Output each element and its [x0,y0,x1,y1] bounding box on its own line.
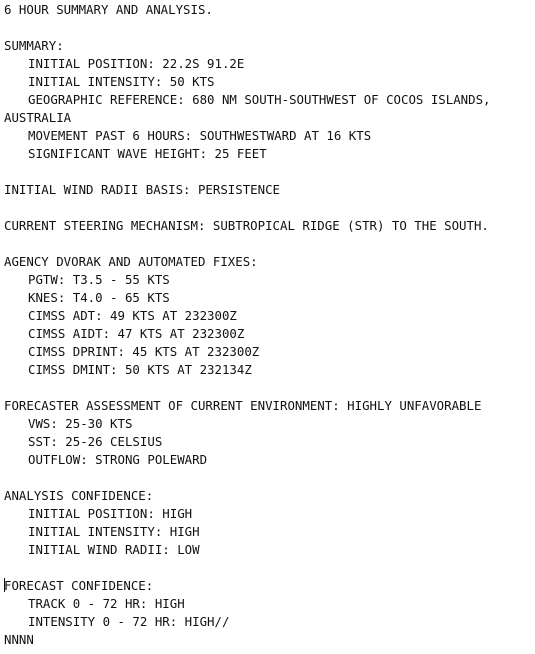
bulletin-text [4,0,534,649]
initial-position: INITIAL POSITION: 22.2S 91.2E [28,56,245,71]
geographic-reference-continued: AUSTRALIA [4,110,72,125]
environment-item: SST: 25-26 CELSIUS [28,434,163,449]
blank-line [4,559,534,577]
fix-item: KNES: T4.0 - 65 KTS [28,290,170,305]
bulletin-footer: NNNN [4,632,34,647]
forecast-confidence-item: INTENSITY 0 - 72 HR: HIGH// [28,614,230,629]
environment-item: VWS: 25-30 KTS [28,416,133,431]
blank-line [4,235,534,253]
analysis-confidence-item: INITIAL INTENSITY: HIGH [28,524,200,539]
movement: MOVEMENT PAST 6 HOURS: SOUTHWESTWARD AT 16 KTS [28,128,372,143]
bulletin-header: 6 HOUR SUMMARY AND ANALYSIS. [4,2,213,17]
fix-item: CIMSS ADT: 49 KTS AT 232300Z [28,308,237,323]
fixes-heading: AGENCY DVORAK AND AUTOMATED FIXES: [4,254,258,269]
forecast-confidence-item: TRACK 0 - 72 HR: HIGH [28,596,185,611]
summary-heading: SUMMARY: [4,38,64,53]
forecast-confidence-heading [4,577,534,595]
fix-item: PGTW: T3.5 - 55 KTS [28,272,170,287]
blank-line [4,379,534,397]
analysis-confidence-item: INITIAL POSITION: HIGH [28,506,193,521]
wave-height: SIGNIFICANT WAVE HEIGHT: 25 FEET [28,146,267,161]
forecast-heading-rest: ORECAST CONFIDENCE: [11,578,154,593]
blank-line [4,199,534,217]
analysis-confidence-heading: ANALYSIS CONFIDENCE: [4,488,154,503]
fix-item: CIMSS AIDT: 47 KTS AT 232300Z [28,326,245,341]
steering-mechanism: CURRENT STEERING MECHANISM: SUBTROPICAL RIDGE (STR) TO THE SOUTH. [4,218,489,233]
blank-line [4,163,534,181]
initial-intensity: INITIAL INTENSITY: 50 KTS [28,74,215,89]
environment-heading: FORECASTER ASSESSMENT OF CURRENT ENVIRONMENT: HIGHLY UNFAVORABLE [4,398,482,413]
blank-line [4,469,534,487]
fix-item: CIMSS DPRINT: 45 KTS AT 232300Z [28,344,260,359]
environment-item: OUTFLOW: STRONG POLEWARD [28,452,208,467]
fix-item: CIMSS DMINT: 50 KTS AT 232134Z [28,362,252,377]
geographic-reference: GEOGRAPHIC REFERENCE: 680 NM SOUTH-SOUTHWEST OF COCOS ISLANDS, [28,92,491,107]
forecast-heading-first-char: F [4,578,12,593]
analysis-confidence-item: INITIAL WIND RADII: LOW [28,542,200,557]
blank-line [4,19,534,37]
wind-radii-basis: INITIAL WIND RADII BASIS: PERSISTENCE [4,182,281,197]
